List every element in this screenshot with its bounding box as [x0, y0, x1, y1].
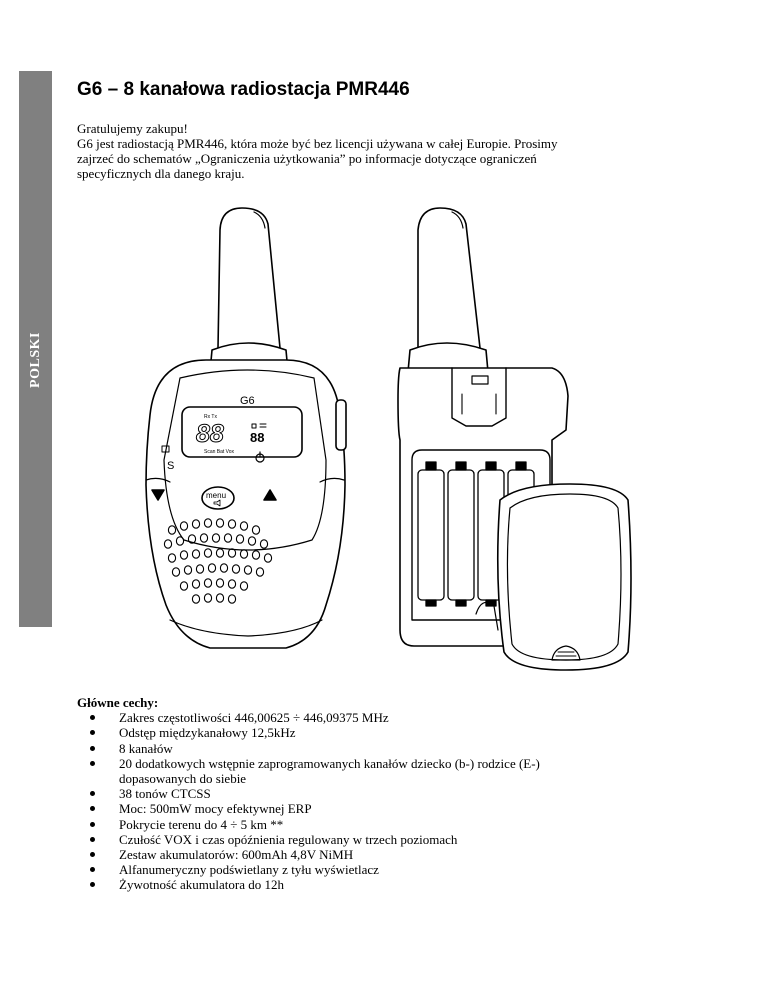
- feature-item: Zestaw akumulatorów: 600mAh 4,8V NiMH: [119, 847, 717, 862]
- device-model-label: G6: [240, 395, 255, 407]
- intro-line-2: zajrzeć do schematów „Ograniczenia użytkowania” po informacje dotyczące ograniczeń: [77, 151, 537, 166]
- svg-text:88: 88: [250, 430, 265, 445]
- feature-item: Odstęp międzykanałowy 12,5kHz: [119, 725, 717, 740]
- radio-illustration: [100, 200, 660, 680]
- features-section: [77, 695, 717, 893]
- feature-item: Zakres częstotliwości 446,00625 ÷ 446,09375 MHz: [119, 710, 717, 725]
- features-heading: Główne cechy:: [77, 695, 159, 710]
- page-title: G6 – 8 kanałowa radiostacja PMR446: [77, 79, 410, 100]
- feature-item: Żywotność akumulatora do 12h: [119, 877, 717, 892]
- intro-line-1: G6 jest radiostacją PMR446, która może być bez licencji używana w całej Europie. Prosimy: [77, 136, 558, 151]
- back-antenna: [418, 208, 480, 348]
- menu-button-label: menu: [206, 491, 227, 500]
- language-label-box: [19, 332, 52, 388]
- feature-item: 38 tonów CTCSS: [119, 786, 717, 801]
- radio-front-view: [146, 208, 346, 648]
- key-s-label: S: [167, 460, 175, 472]
- feature-item: 20 dodatkowych wstępnie zaprogramowanych kanałów dziecko (b-) rodzice (E-) dopasowanych do siebie: [119, 756, 717, 786]
- feature-item: 8 kanałów: [119, 741, 717, 756]
- battery-cover: [498, 484, 631, 670]
- intro-greeting: Gratulujemy zakupu!: [77, 121, 188, 136]
- feature-item: Alfanumeryczny podświetlany z tyłu wyświetlacz: [119, 862, 717, 877]
- feature-item: Moc: 500mW mocy efektywnej ERP: [119, 801, 717, 816]
- feature-item: Czułość VOX i czas opóźnienia regulowany w trzech poziomach: [119, 832, 717, 847]
- language-label: POLSKI: [27, 332, 43, 388]
- features-list: [77, 710, 717, 892]
- svg-text:Rx Tx: Rx Tx: [204, 414, 217, 420]
- svg-text:Scan Bat Vox: Scan Bat Vox: [204, 449, 235, 455]
- feature-item: Pokrycie terenu do 4 ÷ 5 km **: [119, 817, 717, 832]
- front-antenna: [218, 208, 280, 348]
- lcd-digits: 88: [196, 420, 224, 448]
- intro-paragraph: [77, 121, 697, 181]
- intro-line-3: specyficznych dla danego kraju.: [77, 166, 245, 181]
